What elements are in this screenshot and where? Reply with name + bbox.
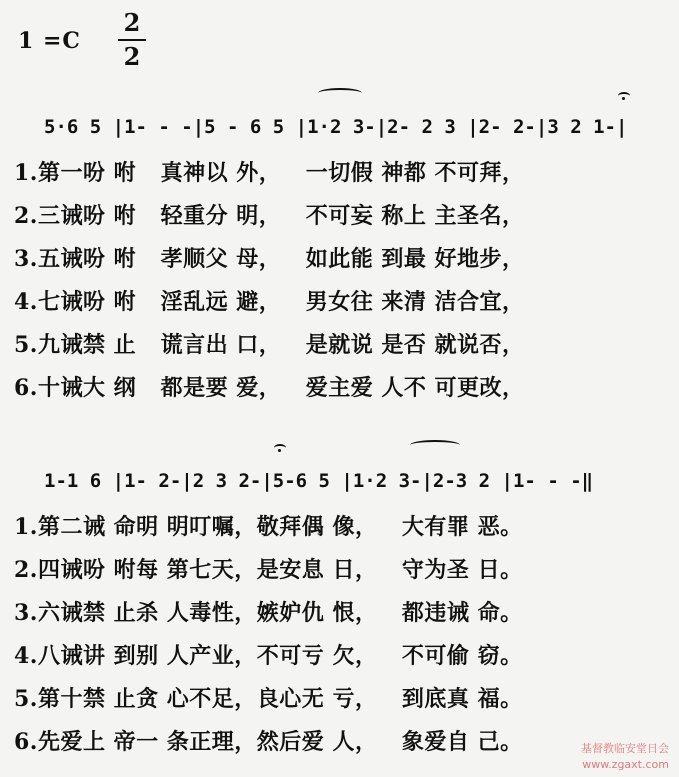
slur-mark	[318, 88, 362, 98]
lyric-line: 1.第一吩 咐 真神以 外， 一切假 神都 不可拜，	[14, 160, 525, 186]
lyric-line: 5.九诫禁 止 谎言出 口， 是就说 是否 就说否，	[14, 332, 525, 358]
time-signature	[118, 8, 146, 72]
slur-mark	[410, 440, 460, 450]
lyric-line: 6.先爱上 帝一 条正理，然后爱 人， 象爱自 己。	[14, 729, 523, 755]
lyric-line: 5.第十禁 止贪 心不足，良心无 亏， 到底真 福。	[14, 686, 523, 712]
lyric-line: 2.三诫吩 咐 轻重分 明， 不可妄 称上 主圣名，	[14, 203, 525, 229]
notation-line-1: 5·6 5 |1- - -|5 - 6 5 |1·2 3-|2- 2 3 |2- 2-|3 2 1-|	[44, 116, 628, 138]
lyric-line: 2.四诫吩 咐每 第七天，是安息 日， 守为圣 日。	[14, 557, 523, 583]
lyric-line: 4.八诫讲 到别 人产业，不可亏 欠， 不可偷 窃。	[14, 643, 523, 669]
watermark-text: 基督教临安堂日会	[581, 742, 669, 755]
time-signature-top: 2	[123, 8, 141, 37]
key-signature: 1 =C	[18, 28, 81, 54]
lyric-line: 6.十诫大 纲 都是要 爱， 爱主爱 人不 可更改，	[14, 375, 525, 401]
lyric-line: 1.第二诫 命明 明叮嘱，敬拜偶 像， 大有罪 恶。	[14, 514, 523, 540]
lyric-line: 3.五诫吩 咐 孝顺父 母， 如此能 到最 好地步，	[14, 246, 525, 272]
fermata-mark	[618, 92, 630, 100]
time-signature-bar	[118, 39, 146, 41]
lyric-line: 4.七诫吩 咐 淫乱远 避， 男女往 来清 洁合宜，	[14, 289, 525, 315]
lyric-line: 3.六诫禁 止杀 人毒性，嫉妒仇 恨， 都违诫 命。	[14, 600, 523, 626]
notation-line-2: 1-1 6 |1- 2-|2 3 2-|5-6 5 |1·2 3-|2-3 2 |1- - -‖	[44, 470, 594, 492]
watermark-url: www.zgaxt.com	[582, 758, 669, 771]
fermata-mark	[274, 444, 286, 452]
time-signature-bottom: 2	[123, 42, 141, 71]
